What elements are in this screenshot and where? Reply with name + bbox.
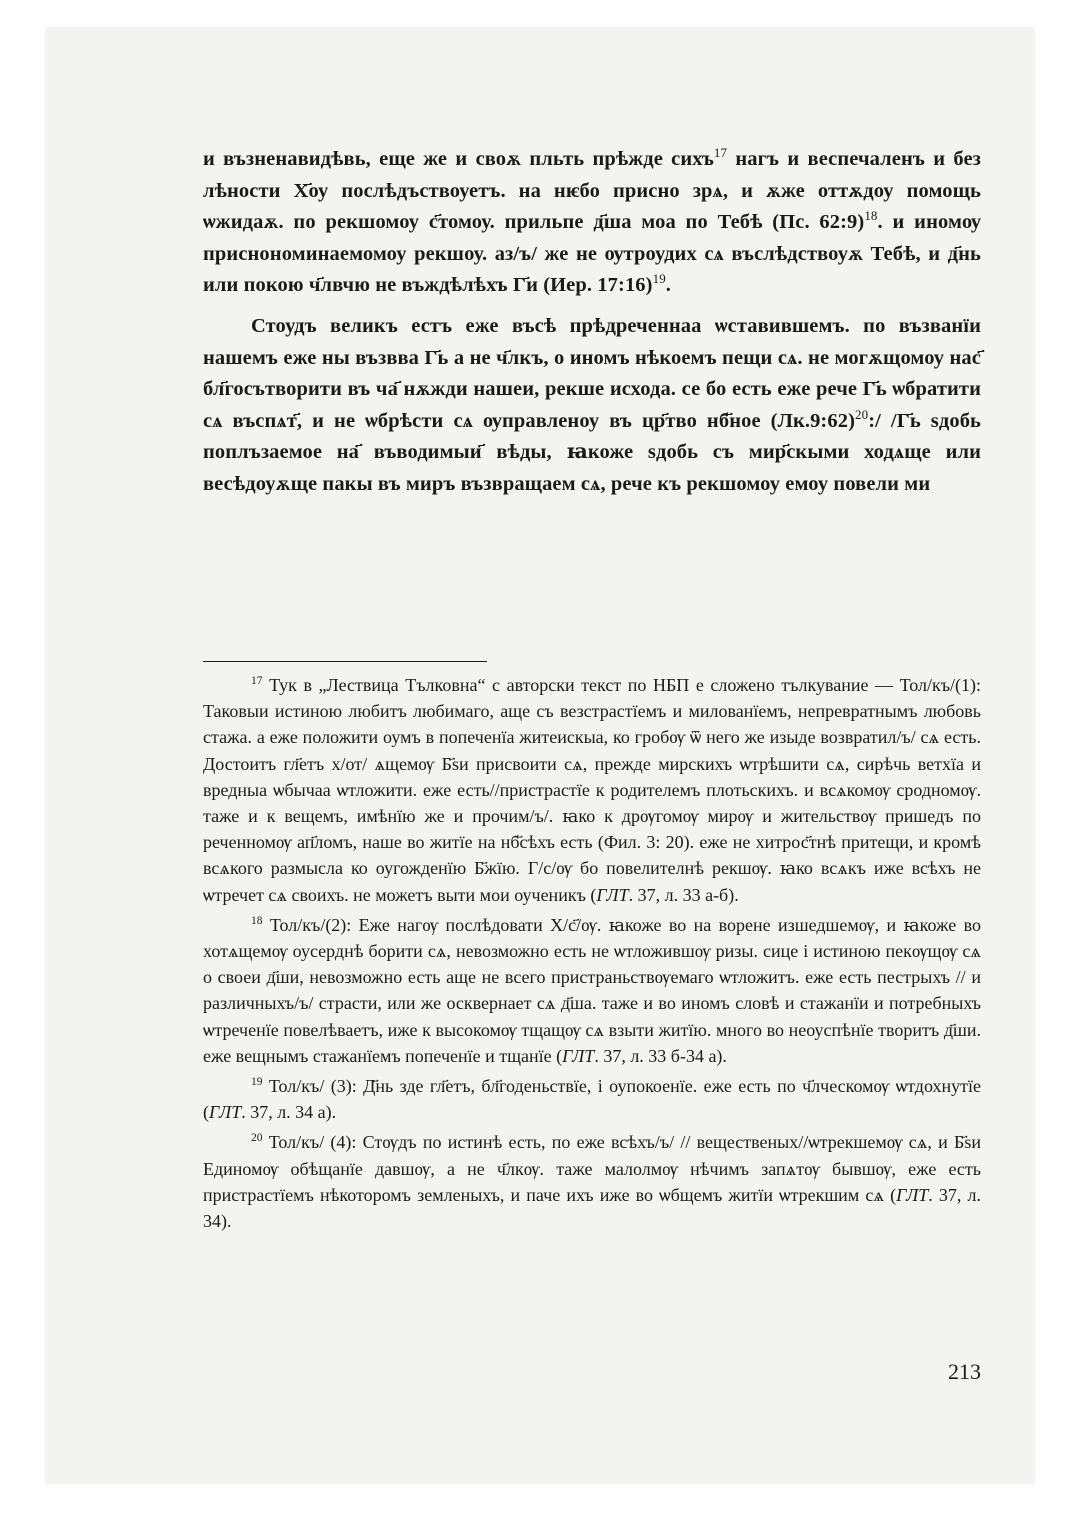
main-text [203, 144, 981, 501]
footnote-number: 17 [251, 675, 263, 687]
paragraph-1: и възненавидѣвь, еще же и своѫ пльть прѣжде сихъ$^{17}$ нагъ и веспечаленъ и без лѣности Х҃оу послѣдъствоуетъ. на нѥбо присно зрѧ, и ѫже оттѫдоу помощь ѡжидаѫ. по рекшомоу с҃томоу. прильпе д҃ша моа по Тебѣ (Пс. 62:9)$^{18}$. и иномѹ приснономинаемомоу рекшоу. аз/ъ/ же не ѹтроудих сѧ въслѣдствоуѫ Тебѣ, и д҃нь или покою ч҃лвчю не въждѣлѣхъ Г҃и (Иер. 17:16)$^{19}$. [203, 145, 981, 297]
footnote-ref-17[interactable]: 17 [713, 145, 728, 161]
footnote-number: 19 [251, 1076, 263, 1089]
footnote-20: $^{20}$ Тол/къ/ (4): Стѹдъ по истинѣ есть, по еже всѣхъ/ъ/ // вещественых//ѡтрекшемѹ сѧ, и Б҃ѕи Единомѹ обѣщанїе давшѹ, а не ч҃лкѹ. таже малолмѹ нѣчимъ запѧтѹ бывшѹ, еже есть пристрастїемъ нѣкоторомъ земленыхъ, и паче ихъ иже во ѡбщемъ житїи ѡтрекшим сѧ (ГЛТ. 37, л. 34). [203, 1132, 982, 1232]
citation-abbrev: ГЛТ [896, 1184, 929, 1205]
citation-abbrev: ГЛТ [562, 1045, 595, 1066]
book-page [46, 28, 1034, 1483]
page-number: 213 [948, 1359, 981, 1384]
citation-abbrev: ГЛТ [596, 884, 629, 905]
footnote-divider [203, 661, 487, 662]
footnote-number: 20 [251, 1132, 263, 1145]
paragraph-2: Стоудъ великъ естъ еже въсѣ прѣдреченнаа ѡставившемъ. по възванїи нашемъ еже ны възвва Г҃ь а не ч҃лкъ, о иномъ нѣкоемъ пещи сѧ. не могѫщомоу нас҃ бл҃госътворити въ ча҃ нѫжди нашеи, рекше исхода. се бо есть еже рече Г҃ь ѡбратити сѧ въспѧт҃, и не ѡбрѣсти сѧ ѹправленоу въ цр҃тво нб҃ное (Лк.9:62)$^{20}$:/ /Г҃ь ѕдобь поплъзаемое на҃ въводимыи҃ вѣды, ꙗкоже ѕдобь съ мир҃скыми ходѧще или весѣдоуѫще пакы въ миръ възвращаем сѧ, рече къ рекшомоу емоу повели ми [203, 314, 981, 495]
citation-abbrev: ГЛТ [209, 1102, 242, 1123]
footnote-ref-19[interactable]: 19 [652, 271, 666, 287]
footnote-18: $^{18}$ Тол/къ/(2): Еже нагѹ послѣдовати Х/с҃/ѹ. ꙗкоже во на ворене изшедшемѹ, и ꙗкоже во хотѧщемѹ оусерднѣ борити сѧ, невозможно есть не ѡтложившѹ ризы. сице і истиною пекѹщѹ сѧ о своеи д҃ши, невозможно есть аще не всего пристраньствѹемаго ѡтложитъ. еже есть пестрыхъ // и различныхъ/ъ/ страсти, или же осквернает сѧ д҃ша. таже и во иномъ словѣ и стажанїи и потребныхъ ѡтреченїе повелѣваетъ, иже к высокомѹ тщащѹ сѧ взыти житїю. много во неоуспѣнїе творитъ д҃ши. еже вещнымъ стажанїемъ попеченїе и тщанїе (ГЛТ. 37, л. 33 б-34 а). [203, 914, 981, 1066]
footnote-19: $^{19}$ Тол/къ/ (3): Д҃нь зде гл҃етъ, бл҃годеньствїе, і оупокоенїе. еже есть по ч҃лческомѹ ѡтдохнутїе (ГЛТ. 37, л. 34 а). [203, 1076, 981, 1123]
footnote-ref-20[interactable]: 20 [855, 406, 869, 422]
footnote-17: $^{17}$ Тук в „Лествица Тълковна“ с авторски текст по НБП е сложено тълкувание — Тол/къ/(1): Таковыи истиною любитъ любимаго, аще съ везстрастїемъ и милованїемъ, непревратнымъ любовь стажа. а еже положити оумъ в попеченїа житеискыа, ко гробѹ ѿ него же изыде возвратил/ъ/ сѧ есть. Достоитъ гл҃етъ х/от/ ѧщемѹ Б҃ѕи присвоити сѧ, прежде мирскихъ ѡтрѣшити сѧ, сирѣчь ветхїа и вредныа ѡбычаа ѡтложити. еже есть//пристрастїе к родителемъ плотьскихъ. и всѧкомѹ сродномѹ. таже и к вещемъ, имѣнїю же и прочим/ъ/. ꙗко к дрѹгомѹ мирѹ и жительствѹ пришедъ по реченномѹ ап҃ломъ, наше во житїе на нб҃сѣхъ есть (Фил. 3: 20). еже не хитрос҃тнѣ притещи, и кромѣ всѧкого размысла ко оугожденїю Б҃жїю. Г/с/ѹ бо повелителнѣ рекшѹ. ꙗко всѧкъ иже всѣхъ не ѡтречет сѧ своихъ. не можетъ выти мои оученикъ (ГЛТ. 37, л. 33 а-б). [203, 675, 982, 905]
footnote-ref-18[interactable]: 18 [864, 208, 878, 224]
footnote-number: 18 [251, 914, 263, 927]
footnotes [203, 672, 981, 1238]
